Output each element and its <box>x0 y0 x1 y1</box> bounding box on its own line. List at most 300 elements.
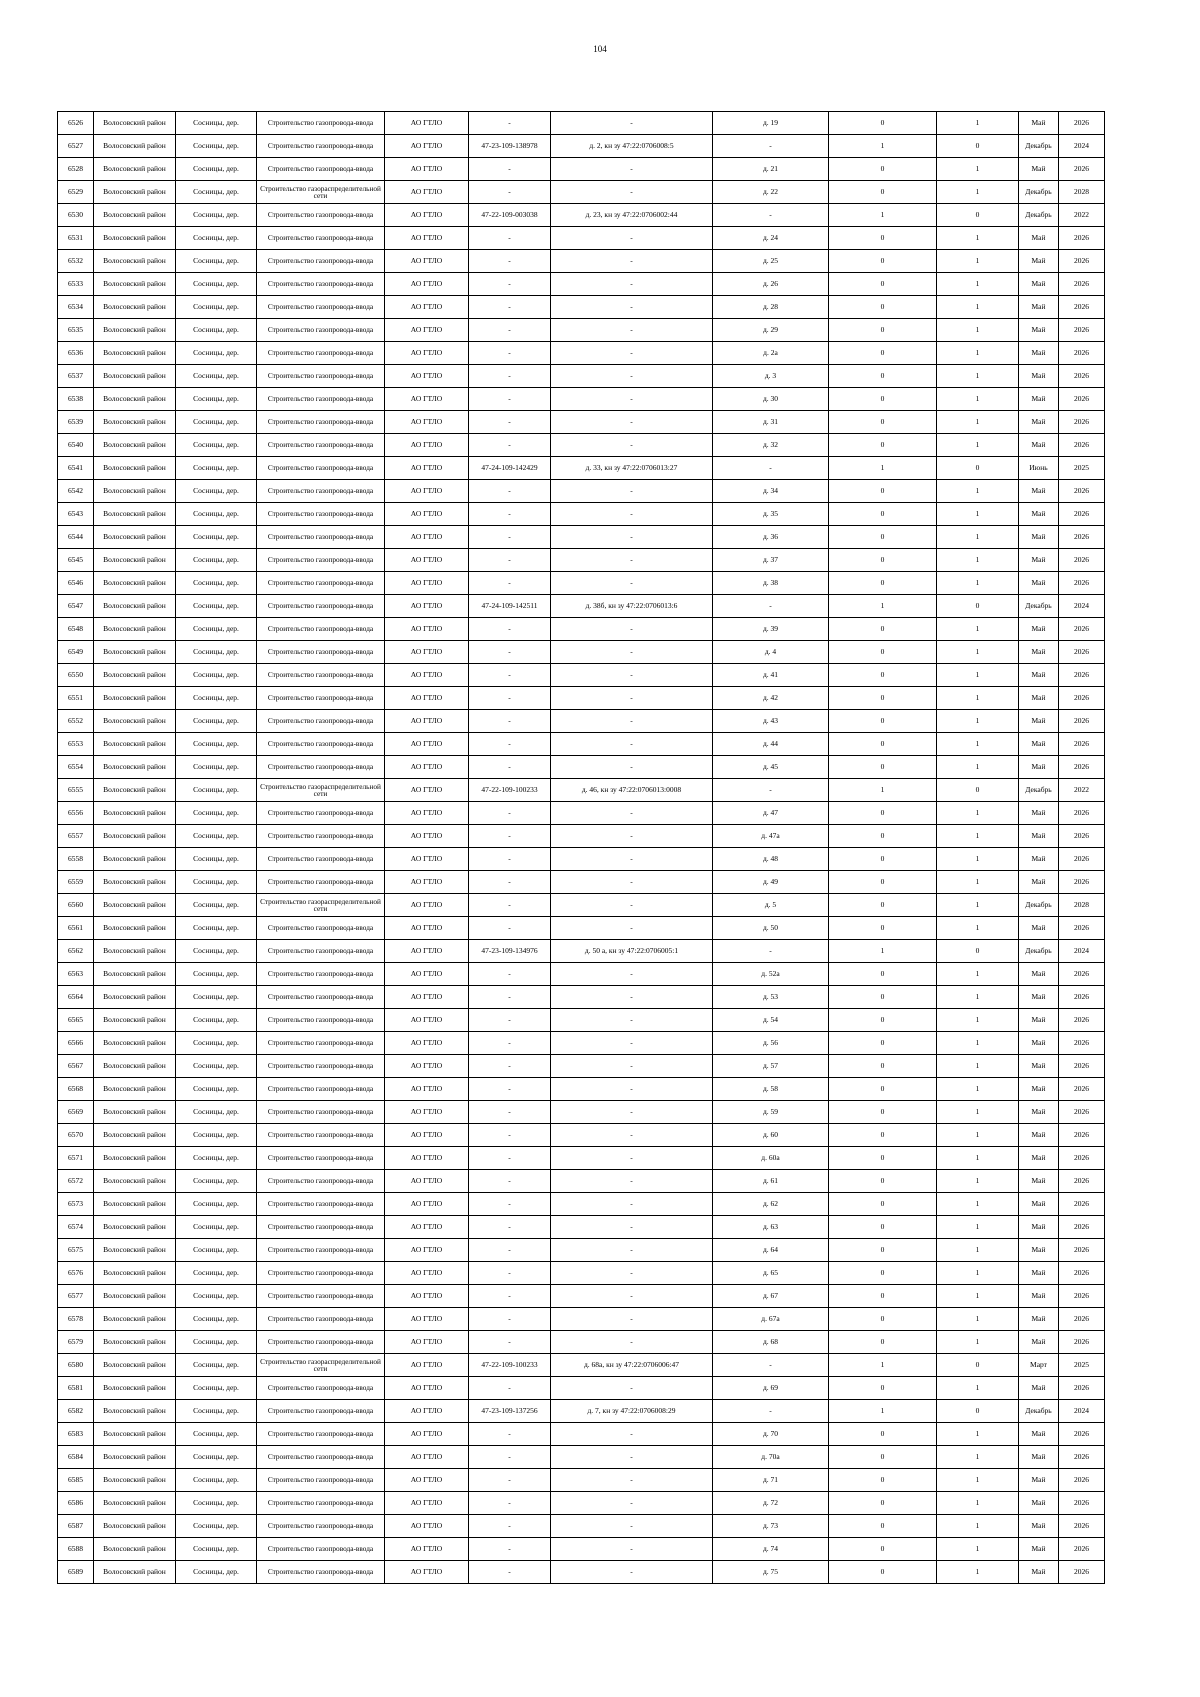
address-cadastral-cell: - <box>551 342 713 365</box>
district-cell: Волосовский район <box>94 825 176 848</box>
value-b-cell: 1 <box>937 618 1019 641</box>
value-a-cell: 0 <box>829 227 937 250</box>
settlement-cell: Сосницы, дер. <box>176 664 257 687</box>
year-cell: 2026 <box>1059 1239 1105 1262</box>
year-cell: 2026 <box>1059 1032 1105 1055</box>
house-number-cell: д. 38 <box>713 572 829 595</box>
organization-cell: АО ГТЛО <box>385 526 469 549</box>
address-cadastral-cell: - <box>551 1147 713 1170</box>
organization-cell: АО ГТЛО <box>385 733 469 756</box>
year-cell: 2026 <box>1059 1469 1105 1492</box>
contract-number-cell: - <box>469 1308 551 1331</box>
settlement-cell: Сосницы, дер. <box>176 1055 257 1078</box>
row-number-cell: 6543 <box>58 503 94 526</box>
district-cell: Волосовский район <box>94 917 176 940</box>
address-cadastral-cell: - <box>551 1193 713 1216</box>
row-number-cell: 6587 <box>58 1515 94 1538</box>
contract-number-cell: - <box>469 388 551 411</box>
row-number-cell: 6532 <box>58 250 94 273</box>
year-cell: 2026 <box>1059 1055 1105 1078</box>
work-type-cell: Строительство газопровода-ввода <box>257 756 385 779</box>
work-type-cell: Строительство газопровода-ввода <box>257 1147 385 1170</box>
address-cadastral-cell: - <box>551 917 713 940</box>
table-row <box>58 158 1105 181</box>
district-cell: Волосовский район <box>94 549 176 572</box>
value-a-cell: 0 <box>829 894 937 917</box>
row-number-cell: 6582 <box>58 1400 94 1423</box>
year-cell: 2026 <box>1059 1561 1105 1584</box>
year-cell: 2026 <box>1059 1124 1105 1147</box>
address-cadastral-cell: д. 68а, кн зу 47:22:0706006:47 <box>551 1354 713 1377</box>
year-cell: 2026 <box>1059 1515 1105 1538</box>
year-cell: 2026 <box>1059 687 1105 710</box>
month-cell: Май <box>1019 411 1059 434</box>
settlement-cell: Сосницы, дер. <box>176 227 257 250</box>
contract-number-cell: - <box>469 158 551 181</box>
settlement-cell: Сосницы, дер. <box>176 1492 257 1515</box>
contract-number-cell: 47-24-109-142511 <box>469 595 551 618</box>
work-type-cell: Строительство газораспределительной сети <box>257 894 385 917</box>
row-number-cell: 6546 <box>58 572 94 595</box>
address-cadastral-cell: - <box>551 618 713 641</box>
work-type-cell: Строительство газопровода-ввода <box>257 572 385 595</box>
house-number-cell: д. 61 <box>713 1170 829 1193</box>
address-cadastral-cell: - <box>551 181 713 204</box>
district-cell: Волосовский район <box>94 296 176 319</box>
work-type-cell: Строительство газопровода-ввода <box>257 342 385 365</box>
row-number-cell: 6551 <box>58 687 94 710</box>
value-a-cell: 0 <box>829 1170 937 1193</box>
year-cell: 2028 <box>1059 894 1105 917</box>
house-number-cell: д. 43 <box>713 710 829 733</box>
contract-number-cell: - <box>469 871 551 894</box>
work-type-cell: Строительство газопровода-ввода <box>257 1331 385 1354</box>
year-cell: 2024 <box>1059 940 1105 963</box>
value-b-cell: 1 <box>937 250 1019 273</box>
table-row <box>58 687 1105 710</box>
table-row <box>58 986 1105 1009</box>
table-row <box>58 917 1105 940</box>
settlement-cell: Сосницы, дер. <box>176 250 257 273</box>
value-a-cell: 0 <box>829 411 937 434</box>
value-b-cell: 1 <box>937 1515 1019 1538</box>
value-a-cell: 0 <box>829 434 937 457</box>
address-cadastral-cell: - <box>551 1055 713 1078</box>
value-a-cell: 0 <box>829 664 937 687</box>
value-b-cell: 1 <box>937 664 1019 687</box>
address-cadastral-cell: - <box>551 526 713 549</box>
address-cadastral-cell: - <box>551 434 713 457</box>
settlement-cell: Сосницы, дер. <box>176 1354 257 1377</box>
address-cadastral-cell: - <box>551 112 713 135</box>
address-cadastral-cell: д. 7, кн зу 47:22:0706008:29 <box>551 1400 713 1423</box>
address-cadastral-cell: - <box>551 1032 713 1055</box>
table-row <box>58 1331 1105 1354</box>
value-b-cell: 1 <box>937 1147 1019 1170</box>
row-number-cell: 6527 <box>58 135 94 158</box>
table-row <box>58 1262 1105 1285</box>
table-row <box>58 940 1105 963</box>
row-number-cell: 6529 <box>58 181 94 204</box>
address-cadastral-cell: - <box>551 480 713 503</box>
work-type-cell: Строительство газопровода-ввода <box>257 296 385 319</box>
organization-cell: АО ГТЛО <box>385 1469 469 1492</box>
table-row <box>58 1492 1105 1515</box>
table-row <box>58 802 1105 825</box>
contract-number-cell: - <box>469 319 551 342</box>
work-type-cell: Строительство газопровода-ввода <box>257 1308 385 1331</box>
settlement-cell: Сосницы, дер. <box>176 963 257 986</box>
contract-number-cell: - <box>469 756 551 779</box>
value-b-cell: 1 <box>937 572 1019 595</box>
organization-cell: АО ГТЛО <box>385 1538 469 1561</box>
row-number-cell: 6563 <box>58 963 94 986</box>
district-cell: Волосовский район <box>94 595 176 618</box>
row-number-cell: 6552 <box>58 710 94 733</box>
organization-cell: АО ГТЛО <box>385 1423 469 1446</box>
table-row <box>58 503 1105 526</box>
contract-number-cell: 47-24-109-142429 <box>469 457 551 480</box>
row-number-cell: 6530 <box>58 204 94 227</box>
row-number-cell: 6585 <box>58 1469 94 1492</box>
settlement-cell: Сосницы, дер. <box>176 273 257 296</box>
table-row <box>58 1538 1105 1561</box>
year-cell: 2026 <box>1059 434 1105 457</box>
value-b-cell: 1 <box>937 365 1019 388</box>
month-cell: Май <box>1019 825 1059 848</box>
value-b-cell: 1 <box>937 1308 1019 1331</box>
contract-number-cell: - <box>469 1101 551 1124</box>
month-cell: Май <box>1019 1331 1059 1354</box>
organization-cell: АО ГТЛО <box>385 1331 469 1354</box>
work-type-cell: Строительство газопровода-ввода <box>257 1101 385 1124</box>
value-b-cell: 1 <box>937 296 1019 319</box>
row-number-cell: 6580 <box>58 1354 94 1377</box>
month-cell: Май <box>1019 296 1059 319</box>
table-row <box>58 273 1105 296</box>
address-cadastral-cell: - <box>551 641 713 664</box>
year-cell: 2026 <box>1059 342 1105 365</box>
organization-cell: АО ГТЛО <box>385 480 469 503</box>
row-number-cell: 6573 <box>58 1193 94 1216</box>
house-number-cell: д. 49 <box>713 871 829 894</box>
district-cell: Волосовский район <box>94 733 176 756</box>
year-cell: 2028 <box>1059 181 1105 204</box>
month-cell: Май <box>1019 1561 1059 1584</box>
row-number-cell: 6567 <box>58 1055 94 1078</box>
contract-number-cell: - <box>469 1446 551 1469</box>
organization-cell: АО ГТЛО <box>385 1055 469 1078</box>
row-number-cell: 6533 <box>58 273 94 296</box>
value-b-cell: 0 <box>937 1400 1019 1423</box>
district-cell: Волосовский район <box>94 1101 176 1124</box>
work-type-cell: Строительство газопровода-ввода <box>257 940 385 963</box>
settlement-cell: Сосницы, дер. <box>176 779 257 802</box>
contract-number-cell: - <box>469 1377 551 1400</box>
table-row <box>58 1423 1105 1446</box>
settlement-cell: Сосницы, дер. <box>176 503 257 526</box>
value-b-cell: 0 <box>937 135 1019 158</box>
table-row <box>58 1400 1105 1423</box>
house-number-cell: д. 22 <box>713 181 829 204</box>
month-cell: Май <box>1019 1469 1059 1492</box>
contract-number-cell: 47-23-109-137256 <box>469 1400 551 1423</box>
house-number-cell: д. 65 <box>713 1262 829 1285</box>
house-number-cell: д. 47а <box>713 825 829 848</box>
work-type-cell: Строительство газопровода-ввода <box>257 1078 385 1101</box>
value-a-cell: 0 <box>829 687 937 710</box>
month-cell: Декабрь <box>1019 135 1059 158</box>
settlement-cell: Сосницы, дер. <box>176 1009 257 1032</box>
contract-number-cell: - <box>469 664 551 687</box>
month-cell: Май <box>1019 1078 1059 1101</box>
month-cell: Июнь <box>1019 457 1059 480</box>
row-number-cell: 6553 <box>58 733 94 756</box>
contract-number-cell: - <box>469 1147 551 1170</box>
month-cell: Май <box>1019 1285 1059 1308</box>
organization-cell: АО ГТЛО <box>385 986 469 1009</box>
district-cell: Волосовский район <box>94 434 176 457</box>
value-b-cell: 1 <box>937 1032 1019 1055</box>
value-a-cell: 1 <box>829 204 937 227</box>
district-cell: Волосовский район <box>94 457 176 480</box>
value-a-cell: 0 <box>829 388 937 411</box>
district-cell: Волосовский район <box>94 1400 176 1423</box>
table-row <box>58 641 1105 664</box>
table-row <box>58 618 1105 641</box>
address-cadastral-cell: д. 46, кн зу 47:22:0706013:0008 <box>551 779 713 802</box>
row-number-cell: 6578 <box>58 1308 94 1331</box>
page-number: 104 <box>593 44 607 54</box>
value-a-cell: 0 <box>829 710 937 733</box>
month-cell: Май <box>1019 848 1059 871</box>
contract-number-cell: - <box>469 411 551 434</box>
value-a-cell: 0 <box>829 572 937 595</box>
value-b-cell: 1 <box>937 1538 1019 1561</box>
month-cell: Май <box>1019 1055 1059 1078</box>
value-b-cell: 1 <box>937 434 1019 457</box>
organization-cell: АО ГТЛО <box>385 1239 469 1262</box>
work-type-cell: Строительство газопровода-ввода <box>257 158 385 181</box>
house-number-cell: д. 68 <box>713 1331 829 1354</box>
month-cell: Май <box>1019 1492 1059 1515</box>
house-number-cell: д. 50 <box>713 917 829 940</box>
house-number-cell: д. 35 <box>713 503 829 526</box>
district-cell: Волосовский район <box>94 319 176 342</box>
row-number-cell: 6536 <box>58 342 94 365</box>
value-b-cell: 1 <box>937 1561 1019 1584</box>
address-cadastral-cell: - <box>551 273 713 296</box>
value-b-cell: 1 <box>937 158 1019 181</box>
row-number-cell: 6568 <box>58 1078 94 1101</box>
value-b-cell: 1 <box>937 549 1019 572</box>
house-number-cell: д. 31 <box>713 411 829 434</box>
month-cell: Май <box>1019 273 1059 296</box>
work-type-cell: Строительство газопровода-ввода <box>257 1400 385 1423</box>
settlement-cell: Сосницы, дер. <box>176 1193 257 1216</box>
organization-cell: АО ГТЛО <box>385 1193 469 1216</box>
organization-cell: АО ГТЛО <box>385 1515 469 1538</box>
house-number-cell: д. 52а <box>713 963 829 986</box>
value-a-cell: 0 <box>829 319 937 342</box>
table-row <box>58 549 1105 572</box>
month-cell: Май <box>1019 710 1059 733</box>
district-cell: Волосовский район <box>94 1423 176 1446</box>
value-a-cell: 0 <box>829 1055 937 1078</box>
address-cadastral-cell: - <box>551 1331 713 1354</box>
settlement-cell: Сосницы, дер. <box>176 871 257 894</box>
month-cell: Май <box>1019 756 1059 779</box>
organization-cell: АО ГТЛО <box>385 779 469 802</box>
month-cell: Декабрь <box>1019 779 1059 802</box>
work-type-cell: Строительство газопровода-ввода <box>257 733 385 756</box>
district-cell: Волосовский район <box>94 1515 176 1538</box>
row-number-cell: 6584 <box>58 1446 94 1469</box>
settlement-cell: Сосницы, дер. <box>176 204 257 227</box>
organization-cell: АО ГТЛО <box>385 1078 469 1101</box>
value-a-cell: 1 <box>829 779 937 802</box>
year-cell: 2026 <box>1059 848 1105 871</box>
organization-cell: АО ГТЛО <box>385 710 469 733</box>
year-cell: 2024 <box>1059 135 1105 158</box>
value-a-cell: 0 <box>829 1561 937 1584</box>
organization-cell: АО ГТЛО <box>385 1009 469 1032</box>
organization-cell: АО ГТЛО <box>385 802 469 825</box>
value-b-cell: 1 <box>937 1331 1019 1354</box>
row-number-cell: 6561 <box>58 917 94 940</box>
settlement-cell: Сосницы, дер. <box>176 1331 257 1354</box>
district-cell: Волосовский район <box>94 1147 176 1170</box>
organization-cell: АО ГТЛО <box>385 664 469 687</box>
contract-number-cell: 47-23-109-138978 <box>469 135 551 158</box>
house-number-cell: д. 3 <box>713 365 829 388</box>
year-cell: 2022 <box>1059 779 1105 802</box>
address-cadastral-cell: - <box>551 549 713 572</box>
house-number-cell: д. 25 <box>713 250 829 273</box>
district-cell: Волосовский район <box>94 641 176 664</box>
organization-cell: АО ГТЛО <box>385 1377 469 1400</box>
house-number-cell: - <box>713 940 829 963</box>
work-type-cell: Строительство газопровода-ввода <box>257 1032 385 1055</box>
work-type-cell: Строительство газопровода-ввода <box>257 963 385 986</box>
contract-number-cell: - <box>469 480 551 503</box>
contract-number-cell: 47-22-109-100233 <box>469 779 551 802</box>
row-number-cell: 6564 <box>58 986 94 1009</box>
district-cell: Волосовский район <box>94 1469 176 1492</box>
organization-cell: АО ГТЛО <box>385 112 469 135</box>
house-number-cell: д. 73 <box>713 1515 829 1538</box>
month-cell: Май <box>1019 526 1059 549</box>
work-type-cell: Строительство газопровода-ввода <box>257 871 385 894</box>
gasification-table <box>57 111 1105 1584</box>
value-b-cell: 1 <box>937 503 1019 526</box>
work-type-cell: Строительство газопровода-ввода <box>257 1423 385 1446</box>
house-number-cell: д. 29 <box>713 319 829 342</box>
table-row <box>58 1101 1105 1124</box>
value-b-cell: 1 <box>937 1239 1019 1262</box>
address-cadastral-cell: д. 23, кн зу 47:22:0706002:44 <box>551 204 713 227</box>
work-type-cell: Строительство газопровода-ввода <box>257 273 385 296</box>
organization-cell: АО ГТЛО <box>385 181 469 204</box>
district-cell: Волосовский район <box>94 940 176 963</box>
district-cell: Волосовский район <box>94 1262 176 1285</box>
table-row <box>58 1239 1105 1262</box>
value-b-cell: 1 <box>937 319 1019 342</box>
row-number-cell: 6539 <box>58 411 94 434</box>
district-cell: Волосовский район <box>94 1354 176 1377</box>
organization-cell: АО ГТЛО <box>385 411 469 434</box>
settlement-cell: Сосницы, дер. <box>176 1446 257 1469</box>
row-number-cell: 6575 <box>58 1239 94 1262</box>
year-cell: 2024 <box>1059 595 1105 618</box>
month-cell: Декабрь <box>1019 204 1059 227</box>
value-b-cell: 1 <box>937 342 1019 365</box>
year-cell: 2026 <box>1059 917 1105 940</box>
value-a-cell: 0 <box>829 1285 937 1308</box>
table-row <box>58 411 1105 434</box>
settlement-cell: Сосницы, дер. <box>176 181 257 204</box>
table-row <box>58 1032 1105 1055</box>
value-a-cell: 0 <box>829 480 937 503</box>
table-row <box>58 825 1105 848</box>
value-b-cell: 1 <box>937 112 1019 135</box>
contract-number-cell: - <box>469 1193 551 1216</box>
value-a-cell: 0 <box>829 1423 937 1446</box>
month-cell: Май <box>1019 1239 1059 1262</box>
table-row <box>58 480 1105 503</box>
month-cell: Май <box>1019 1009 1059 1032</box>
year-cell: 2026 <box>1059 112 1105 135</box>
organization-cell: АО ГТЛО <box>385 549 469 572</box>
contract-number-cell: - <box>469 1262 551 1285</box>
value-a-cell: 0 <box>829 250 937 273</box>
settlement-cell: Сосницы, дер. <box>176 1423 257 1446</box>
address-cadastral-cell: - <box>551 1377 713 1400</box>
district-cell: Волосовский район <box>94 158 176 181</box>
row-number-cell: 6556 <box>58 802 94 825</box>
organization-cell: АО ГТЛО <box>385 825 469 848</box>
month-cell: Декабрь <box>1019 1400 1059 1423</box>
work-type-cell: Строительство газопровода-ввода <box>257 135 385 158</box>
organization-cell: АО ГТЛО <box>385 894 469 917</box>
month-cell: Май <box>1019 917 1059 940</box>
organization-cell: АО ГТЛО <box>385 296 469 319</box>
district-cell: Волосовский район <box>94 802 176 825</box>
value-a-cell: 1 <box>829 1400 937 1423</box>
value-a-cell: 0 <box>829 986 937 1009</box>
house-number-cell: д. 5 <box>713 894 829 917</box>
contract-number-cell: - <box>469 825 551 848</box>
house-number-cell: д. 62 <box>713 1193 829 1216</box>
year-cell: 2026 <box>1059 1308 1105 1331</box>
district-cell: Волосовский район <box>94 1377 176 1400</box>
address-cadastral-cell: - <box>551 664 713 687</box>
year-cell: 2026 <box>1059 1377 1105 1400</box>
contract-number-cell: - <box>469 1515 551 1538</box>
house-number-cell: д. 4 <box>713 641 829 664</box>
row-number-cell: 6589 <box>58 1561 94 1584</box>
value-a-cell: 0 <box>829 1147 937 1170</box>
table-row <box>58 756 1105 779</box>
district-cell: Волосовский район <box>94 779 176 802</box>
value-a-cell: 0 <box>829 1446 937 1469</box>
organization-cell: АО ГТЛО <box>385 1308 469 1331</box>
organization-cell: АО ГТЛО <box>385 434 469 457</box>
organization-cell: АО ГТЛО <box>385 1561 469 1584</box>
house-number-cell: д. 37 <box>713 549 829 572</box>
address-cadastral-cell: - <box>551 503 713 526</box>
district-cell: Волосовский район <box>94 1032 176 1055</box>
